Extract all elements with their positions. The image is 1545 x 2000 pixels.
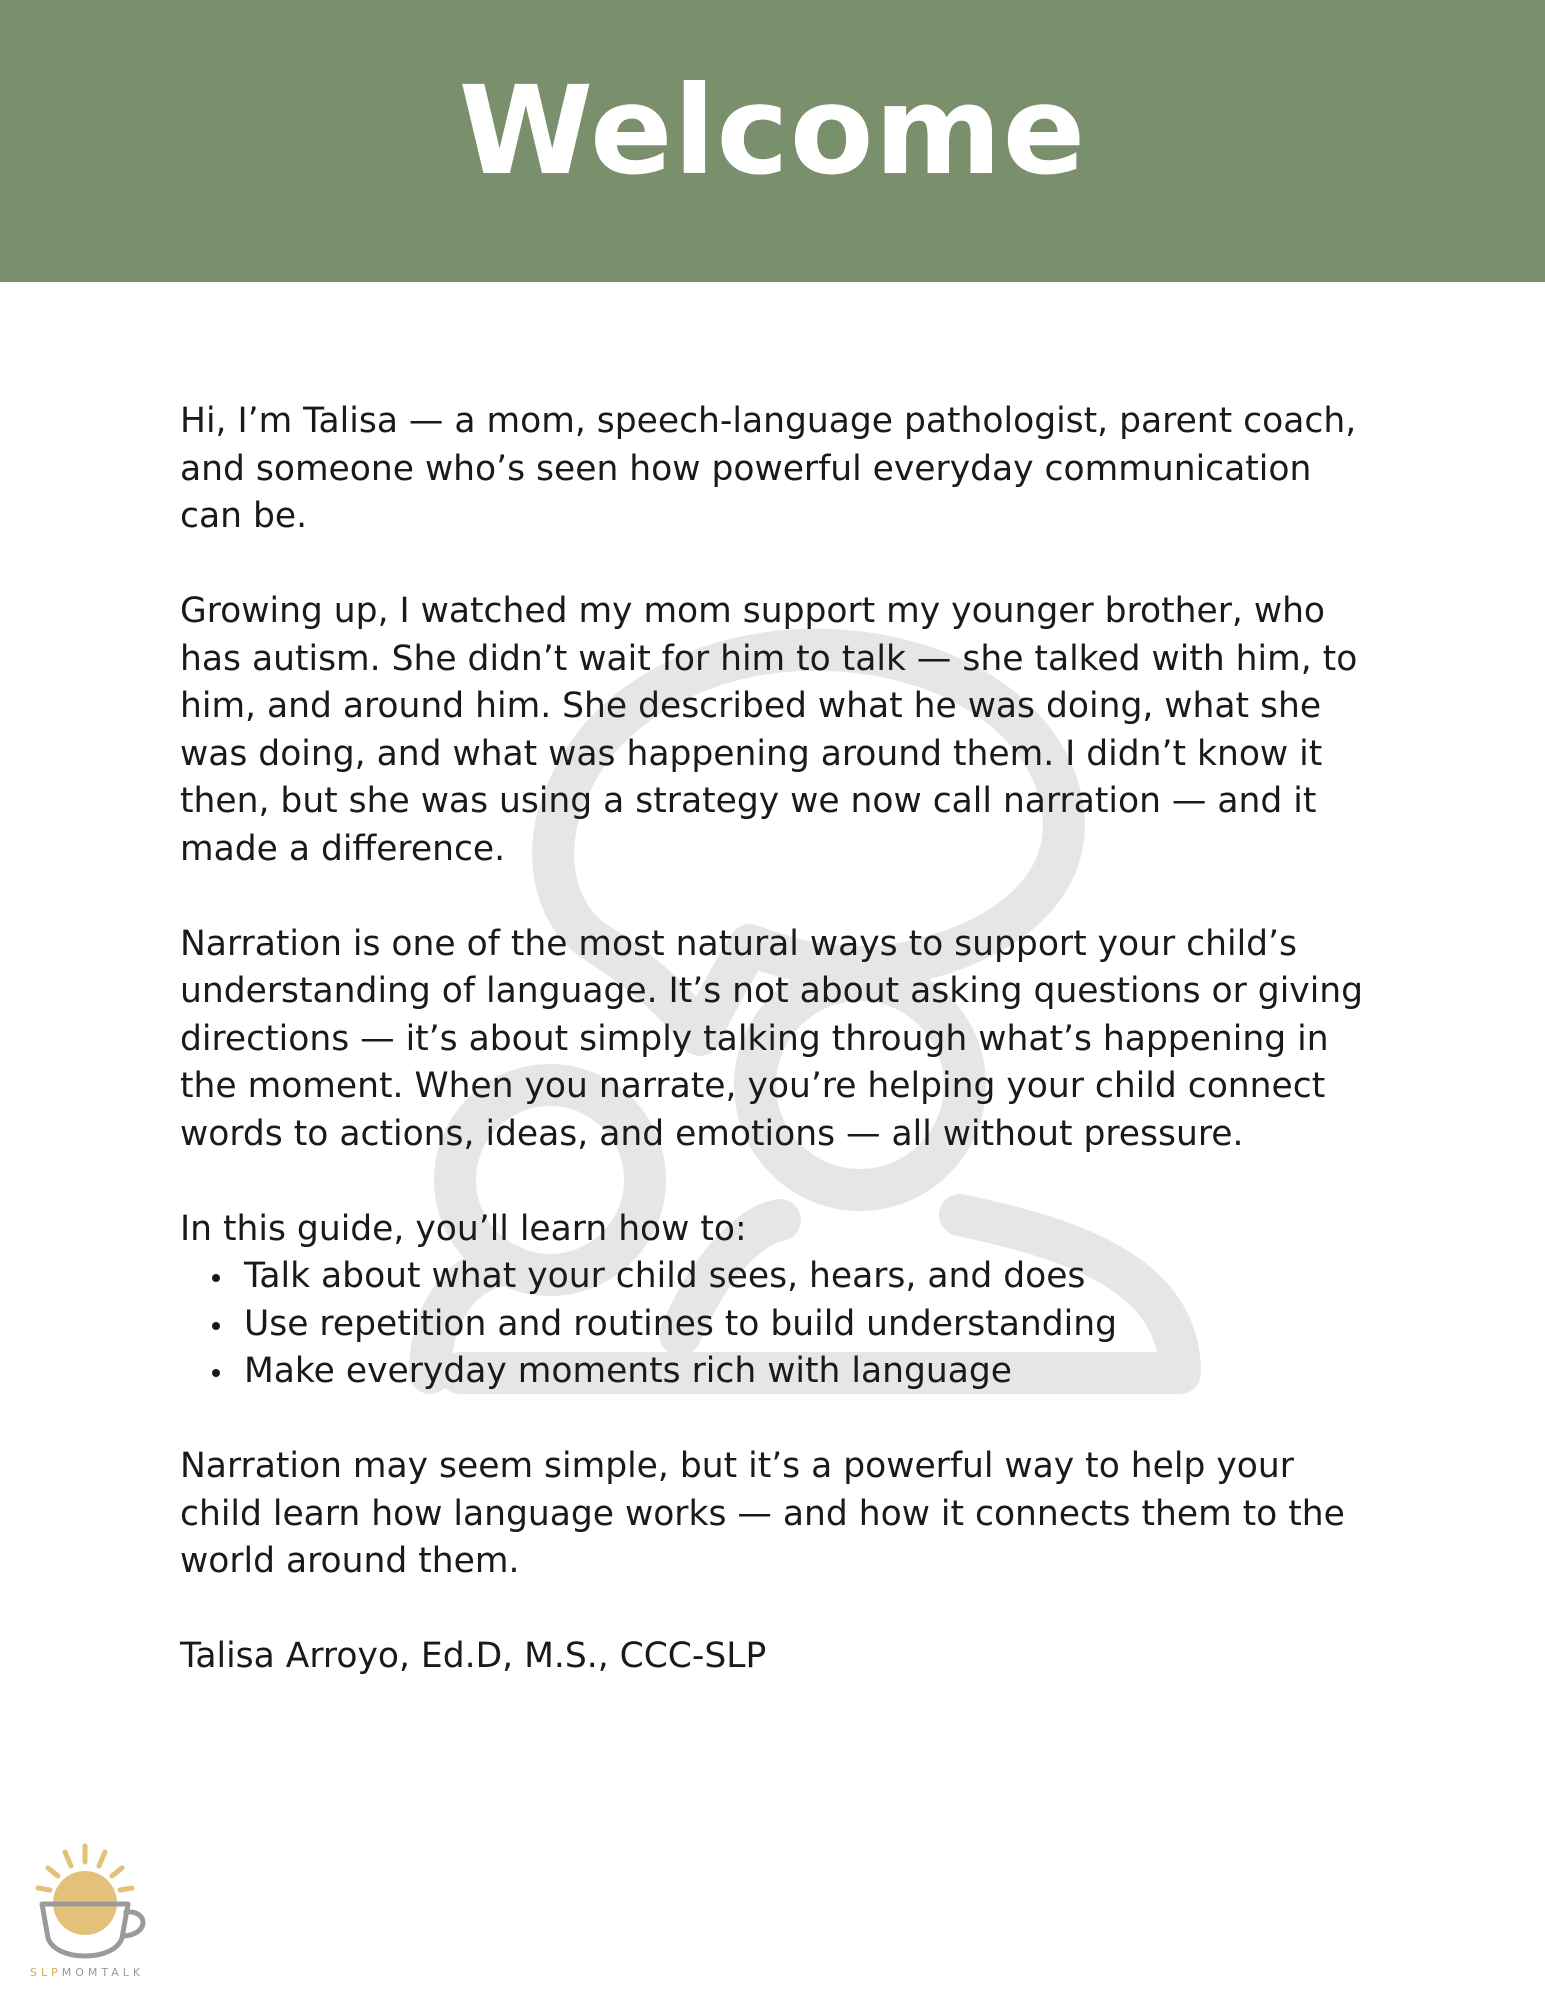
guide-lead: In this guide, you’ll learn how to:: [180, 1208, 747, 1249]
story-paragraph: Growing up, I watched my mom support my younger brother, who has autism. She didn’t wait for him to talk — she talked with him, to him, and around him. She described what he was doing, what she was doing, and what was happening around them. I didn’t know it then, but she was using a strategy we now call narration — and it made a difference.: [180, 591, 1358, 869]
brand-logo: [30, 1838, 160, 1988]
guide-list-item: Make everyday moments rich with language: [244, 1348, 1380, 1396]
page-title: Welcome: [458, 60, 1087, 202]
closing-paragraph: Narration may seem simple, but it’s a powerful way to help your child learn how language works — and how it connects them to the world around them.: [180, 1446, 1345, 1581]
letter-body: [180, 398, 1380, 1681]
signature: Talisa Arroyo, Ed.D, M.S., CCC-SLP: [180, 1636, 767, 1676]
brand-wordmark: [30, 1966, 160, 1979]
narration-paragraph: Narration is one of the most natural ways to support your child’s understanding of language. It’s not about asking questions or giving directions — it’s about simply talking through what’s happening in the moment. When you narrate, you’re helping your child connect words to actions, ideas, and emotions — all without pressure.: [180, 923, 1364, 1154]
coffee-cup-sun-icon: [30, 1838, 160, 1963]
guide-list-item: Talk about what your child sees, hears, and does: [244, 1253, 1380, 1301]
intro-paragraph: Hi, I’m Talisa — a mom, speech-language pathologist, parent coach, and someone who’s seen how powerful everyday communication can be.: [180, 401, 1357, 536]
brand-wordmark-rest: MOMTALK: [61, 1966, 145, 1979]
guide-list-item: Use repetition and routines to build understanding: [244, 1301, 1380, 1349]
header-band: [0, 0, 1545, 282]
guide-list: [180, 1253, 1380, 1396]
brand-wordmark-accent: SLP: [30, 1966, 62, 1979]
